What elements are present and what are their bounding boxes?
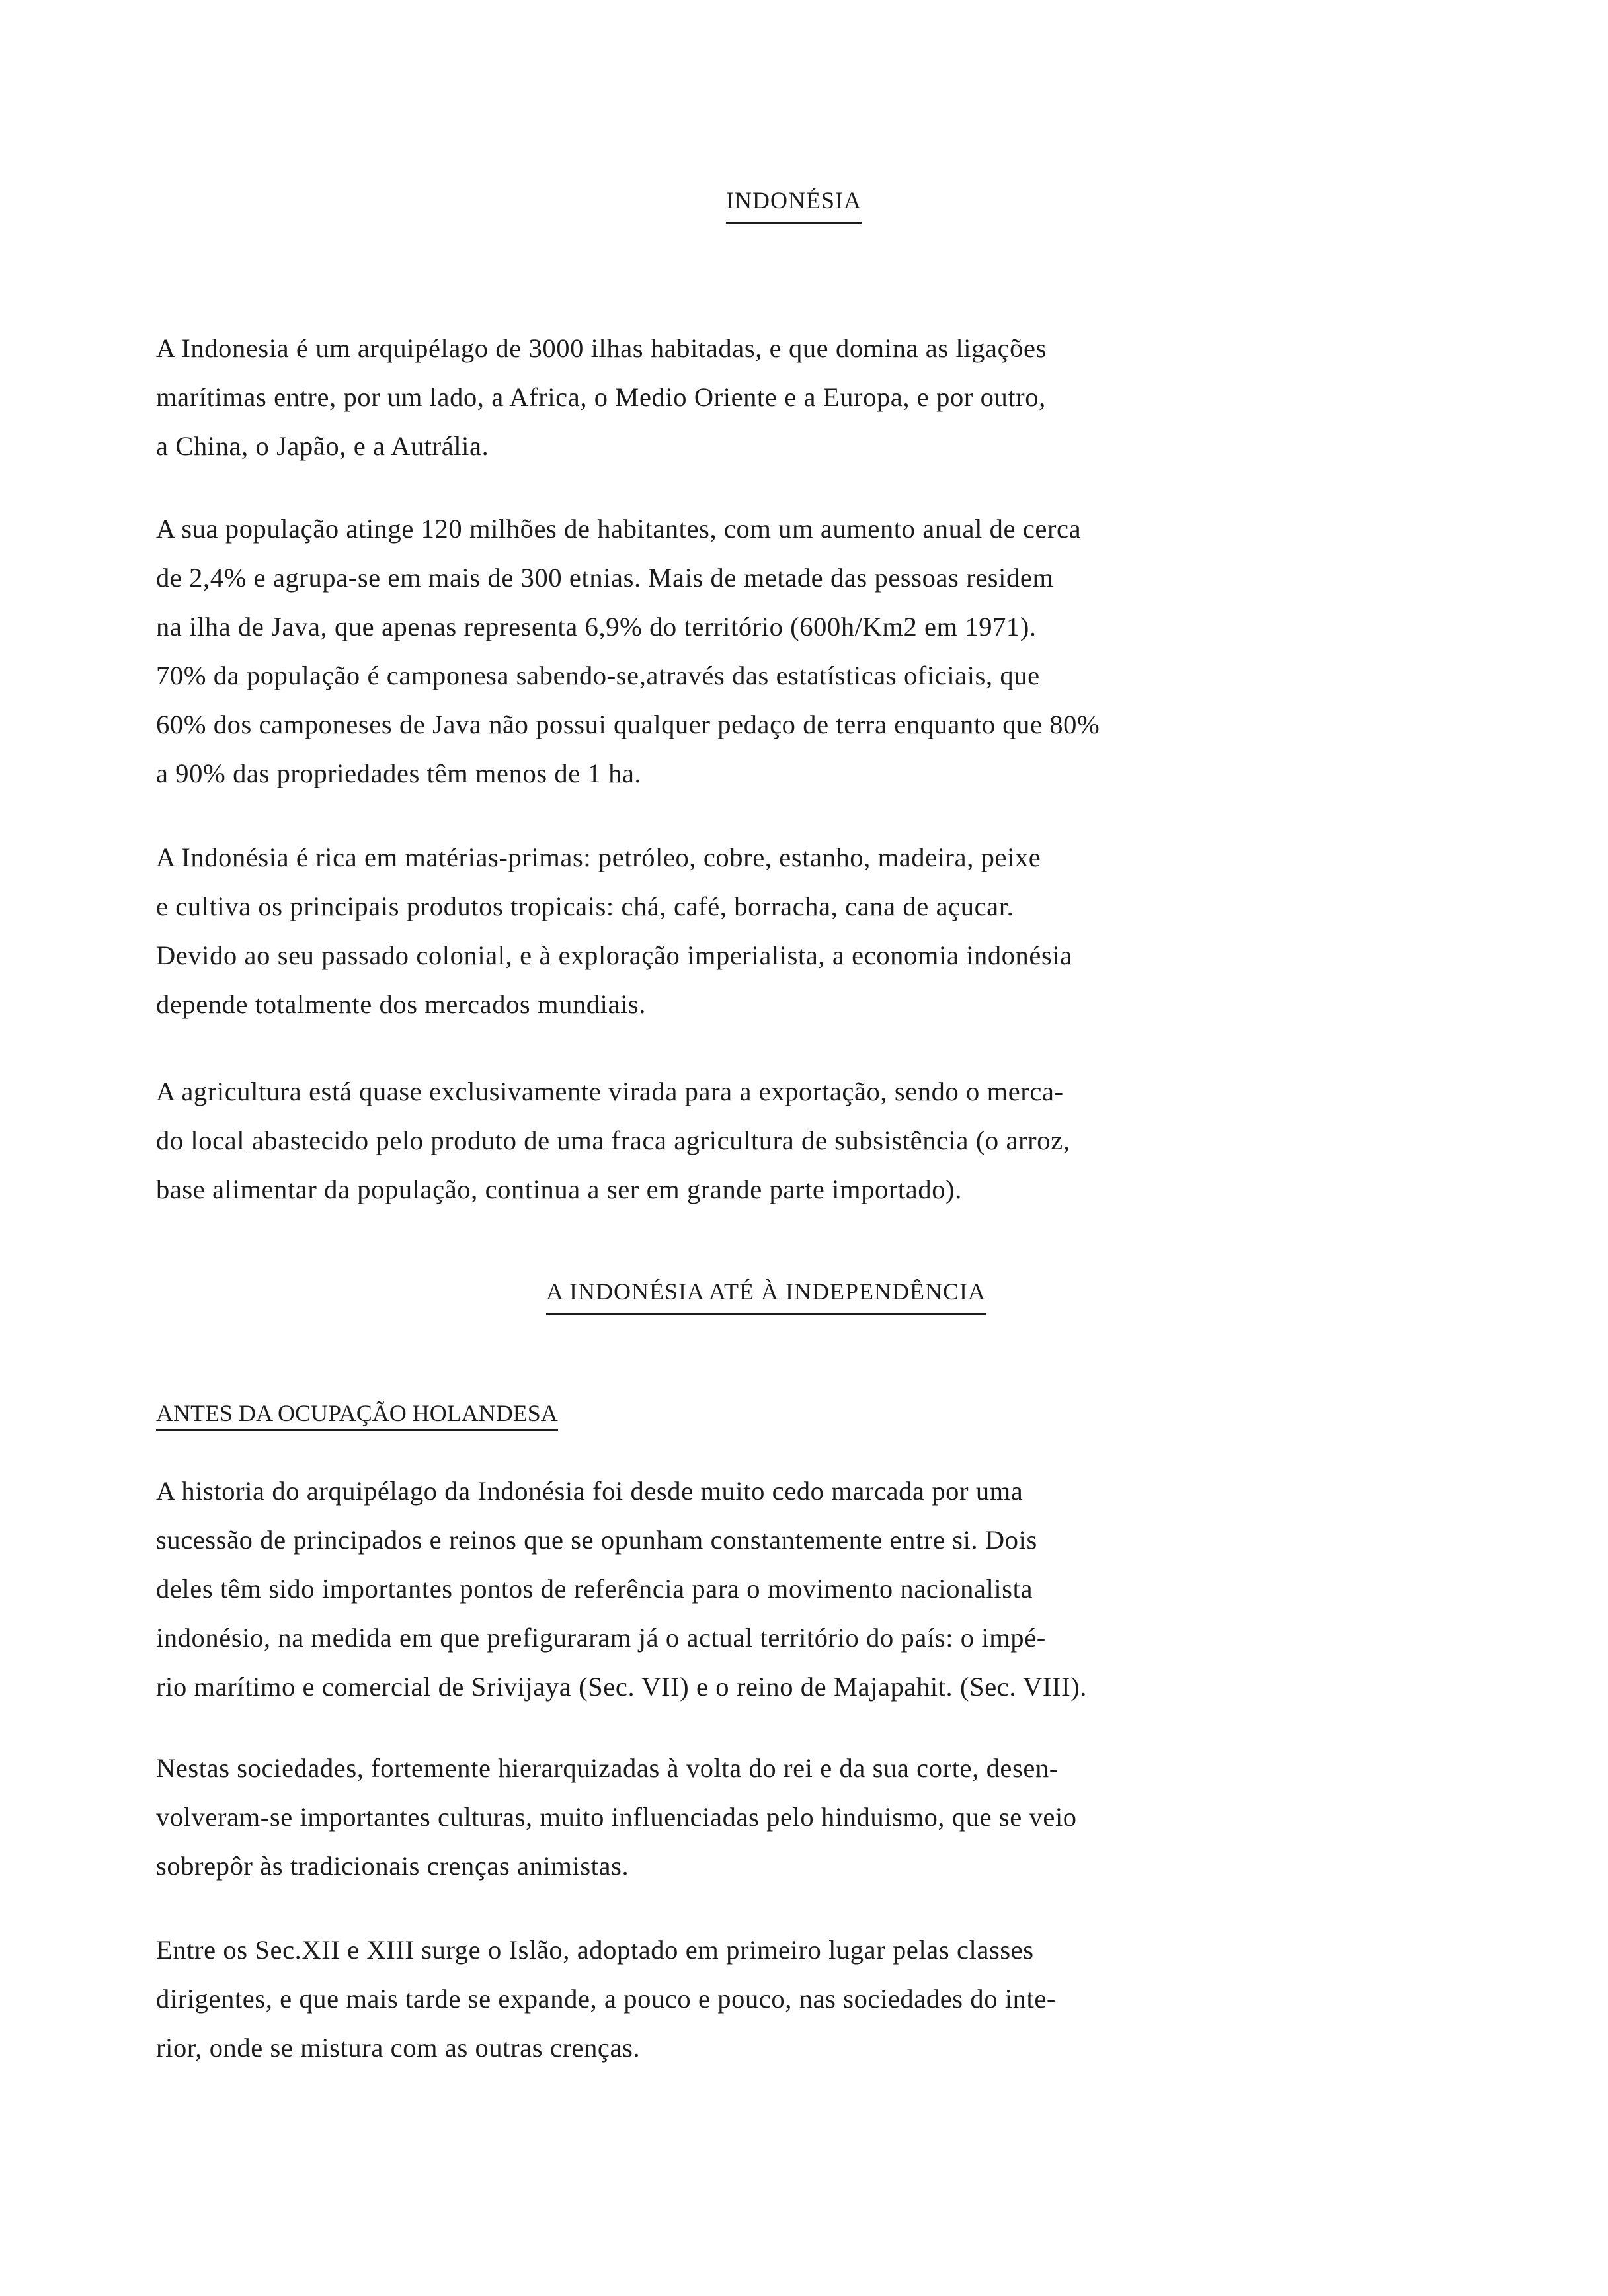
paragraph-societies: Nestas sociedades, fortemente hierarquizadas à volta do rei e da sua corte, desen- volveram-se importantes culturas, muito influenciadas pelo hinduismo, que se veio sobrepôr às tradicionais crenças animistas. [156, 1753, 1077, 1881]
page-title [726, 186, 862, 214]
paragraph-resources: A Indonésia é rica em matérias-primas: petróleo, cobre, estanho, madeira, peixe e cultiva os principais produtos tropicais: chá, café, borracha, cana de açucar. Devido ao seu passado colonial, e à exploração imperialista, a economia indonésia depende totalmente dos mercados mundiais. [156, 842, 1072, 1019]
paragraph-agriculture: A agricultura está quase exclusivamente virada para a exportação, sendo o merca- do local abastecido pelo produto de uma fraca agricultura de subsistência (o arroz, base alimentar da população, continua a ser em grande parte importado). [156, 1077, 1070, 1204]
paragraph-intro: A Indonesia é um arquipélago de 3000 ilhas habitadas, e que domina as ligações marítimas entre, por um lado, a Africa, o Medio Oriente e a Europa, e por outro, a China, o Japão, e a Autrália. [156, 333, 1047, 461]
subsection-title [156, 1399, 558, 1427]
section-title [546, 1278, 986, 1305]
section-title-text: A INDONÉSIA ATÉ À INDEPENDÊNCIA [546, 1278, 986, 1315]
subsection-title-text: ANTES DA OCUPAÇÃO HOLANDESA [156, 1400, 558, 1431]
paragraph-history: A historia do arquipélago da Indonésia foi desde muito cedo marcada por uma sucessão de principados e reinos que se opunham constantemente entre si. Dois deles têm sido importantes pontos de referência para o movimento nacionalista indonésio, na medida em que prefiguraram já o actual território do país: o impé- rio marítimo e comercial de Srivijaya (Sec. VII) e o reino de Majapahit. (Sec. VIII). [156, 1476, 1088, 1702]
paragraph-islam: Entre os Sec.XII e XIII surge o Islão, adoptado em primeiro lugar pelas classes dirigentes, e que mais tarde se expande, a pouco e pouco, nas sociedades do inte- rior, onde se mistura com as outras crenças. [156, 1935, 1057, 2063]
paragraph-population: A sua população atinge 120 milhões de habitantes, com um aumento anual de cerca de 2,4% e agrupa-se em mais de 300 etnias. Mais de metade das pessoas residem na ilha de Java, que apenas representa 6,9% do território (600h/Km2 em 1971). 70% da população é camponesa sabendo-se,através das estatísticas oficiais, que 60% dos camponeses de Java não possui qualquer pedaço de terra enquanto que 80% a 90% das propriedades têm menos de 1 ha. [156, 514, 1100, 788]
page-title-text: INDONÉSIA [726, 187, 862, 224]
